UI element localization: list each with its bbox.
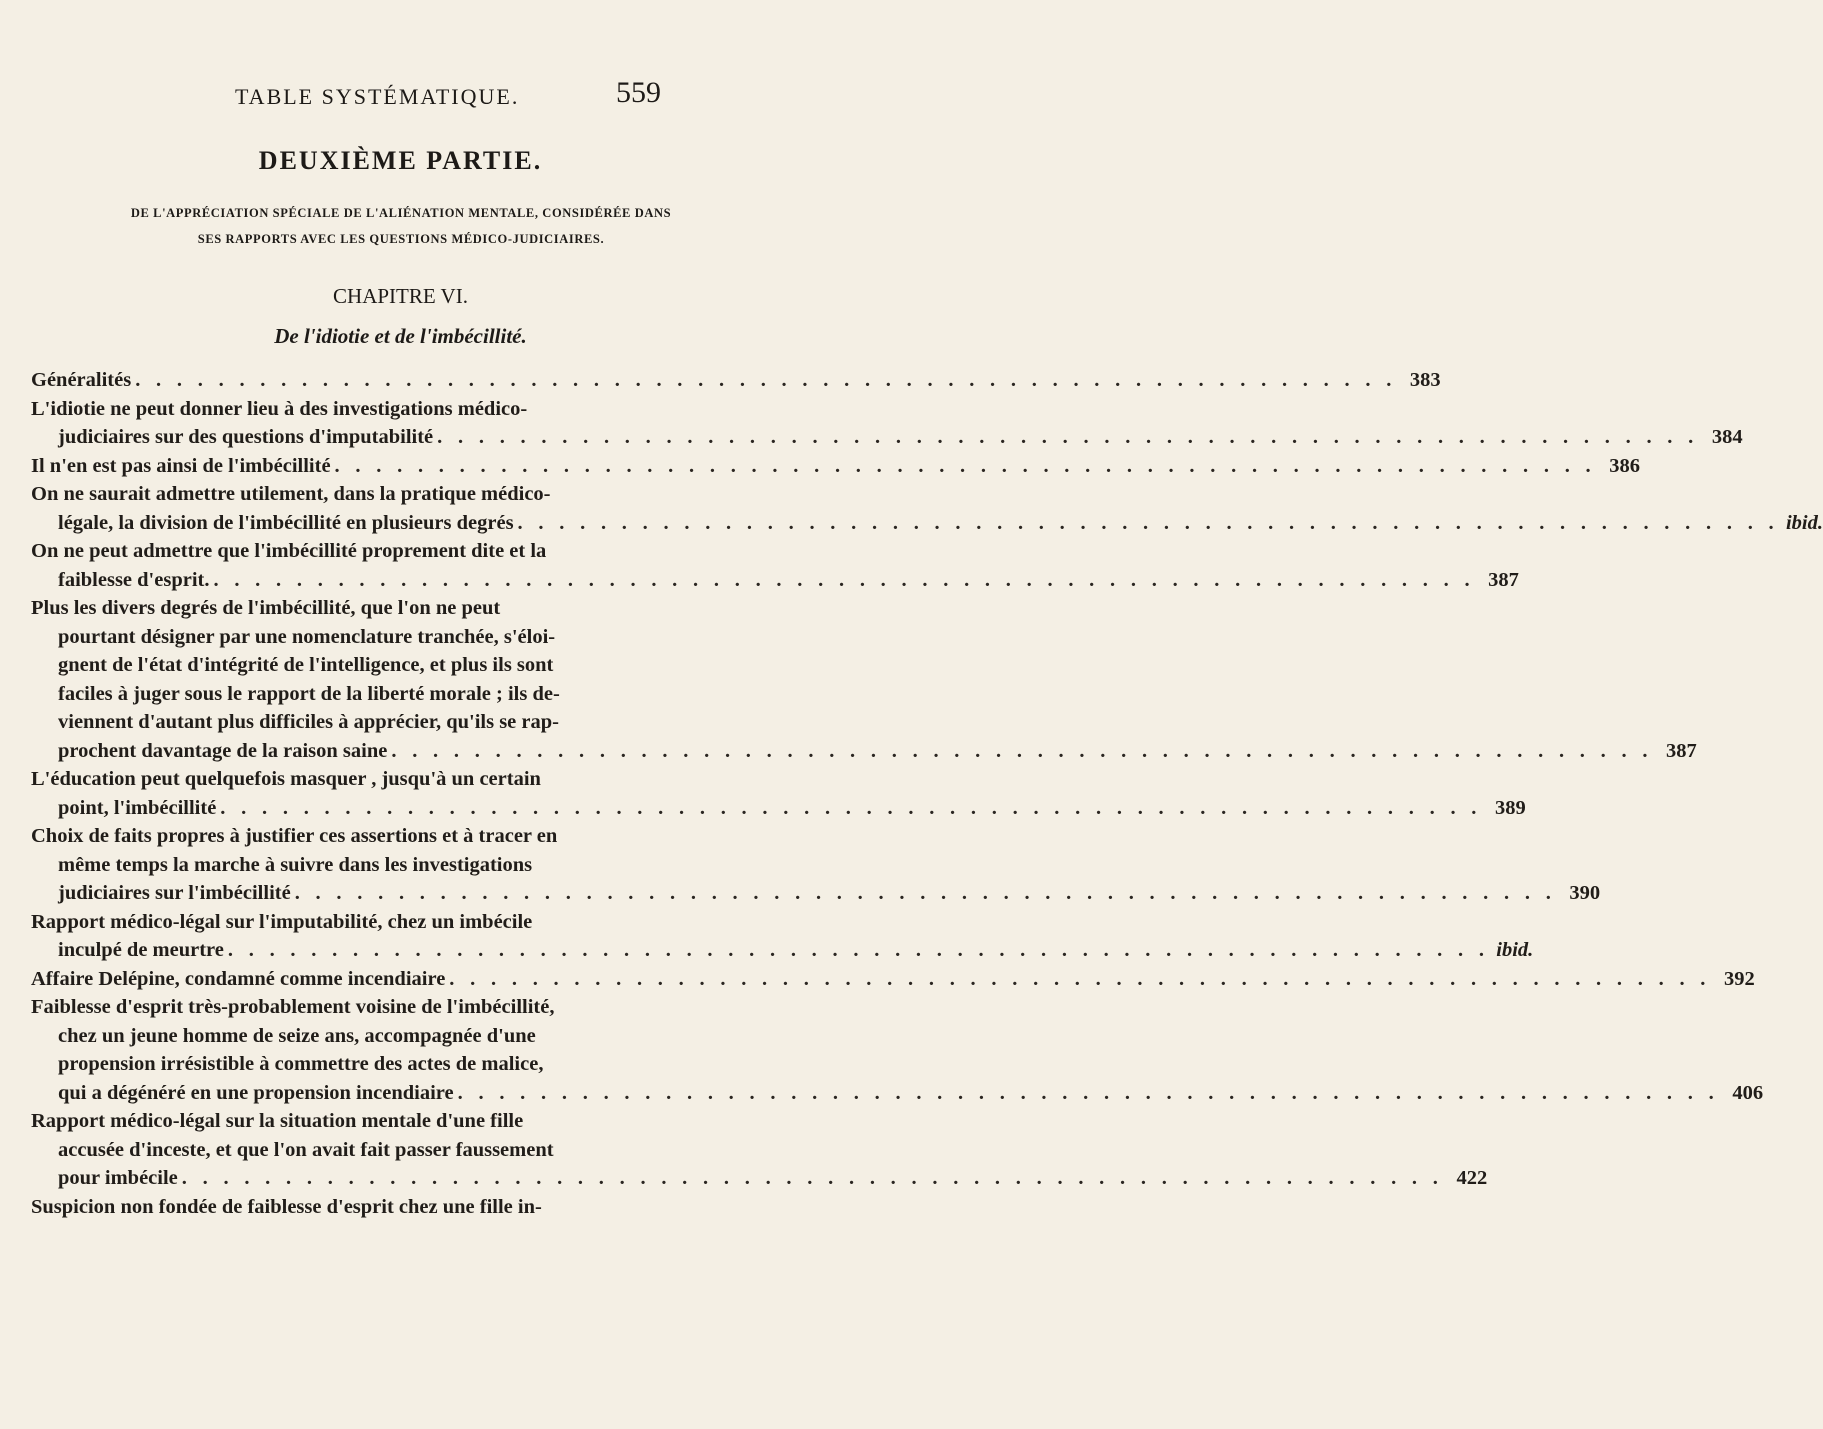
toc-entry-line xyxy=(31,965,1755,994)
toc-entry-line: Choix de faits propres à justifier ces assertions et à tracer en xyxy=(31,825,558,847)
toc-entry-text: point, l'imbécillité xyxy=(58,794,216,823)
toc-entry-line: L'éducation peut quelquefois masquer , jusqu'à un certain xyxy=(31,768,541,790)
dot-leader: . . . . . . . . . . . . . . . . . . . . . . . . . . . . . . . . . . . . . . . . . . . . . . . . . . . . . . . . . . . . . xyxy=(334,454,1596,477)
dot-leader: . . . . . . . . . . . . . . . . . . . . . . . . . . . . . . . . . . . . . . . . . . . . . . . . . . . . . . . . . . . . . xyxy=(213,568,1475,591)
toc-entry-line: Faiblesse d'esprit très-probablement voisine de l'imbécillité, xyxy=(31,996,555,1018)
toc-entry-line xyxy=(31,879,1601,908)
toc-entry-line: faciles à juger sous le rapport de la liberté morale ; ils de- xyxy=(58,682,560,705)
toc-entry-line: On ne peut admettre que l'imbécillité proprement dite et la xyxy=(31,540,547,562)
toc-entry-text: qui a dégénéré en une propension incendiaire xyxy=(58,1079,454,1108)
toc-entry-line: viennent d'autant plus difficiles à apprécier, qu'ils se rap- xyxy=(58,711,559,733)
chapter-subtitle: De l'idiotie et de l'imbécillité. xyxy=(274,324,527,348)
dot-leader: . . . . . . . . . . . . . . . . . . . . . . . . . . . . . . . . . . . . . . . . . . . . . . . . . . . . . . . . . . . . . xyxy=(517,511,1779,534)
toc-entry-text: pour imbécile xyxy=(58,1164,178,1193)
toc-entry xyxy=(31,594,1697,765)
dot-leader: . . . . . . . . . . . . . . . . . . . . . . . . . . . . . . . . . . . . . . . . . . . . . . . . . . . . . . . . . . . . . xyxy=(449,967,1711,990)
toc-entry xyxy=(31,765,1526,822)
toc-entry-text: Il n'en est pas ainsi de l'imbécillité xyxy=(31,452,331,481)
toc-entry-text: judiciaires sur des questions d'imputabilité xyxy=(58,423,433,452)
toc-entry-line: même temps la marche à suivre dans les investigations xyxy=(58,853,533,876)
toc-entry-line xyxy=(31,452,1640,481)
toc-entry-line xyxy=(31,1164,1488,1193)
toc-entry-text: Généralités xyxy=(31,366,131,395)
toc-entry-line: gnent de l'état d'intégrité de l'intelligence, et plus ils sont xyxy=(58,654,554,676)
toc-entry-line: Plus les divers degrés de l'imbécillité, que l'on ne peut xyxy=(31,597,501,619)
toc-page-ref: ibid. xyxy=(1785,511,1823,534)
dot-leader: . . . . . . . . . . . . . . . . . . . . . . . . . . . . . . . . . . . . . . . . . . . . . . . . . . . . . . . . . . . . . xyxy=(181,1167,1444,1189)
toc-entry xyxy=(31,537,1519,594)
toc-entry-line xyxy=(31,423,1743,452)
running-head: TABLE SYSTÉMATIQUE. xyxy=(235,84,520,109)
toc-entry-line: Rapport médico-légal sur la situation mentale d'une fille xyxy=(31,1110,524,1132)
toc-entry-line: On ne saurait admettre utilement, dans la pratique médico- xyxy=(31,483,551,505)
toc-entry-line: L'idiotie ne peut donner lieu à des investigations médico- xyxy=(31,397,528,420)
toc-entry-text: judiciaires sur l'imbécillité xyxy=(58,879,291,908)
toc-entry-line: propension irrésistible à commettre des actes de malice, xyxy=(58,1053,544,1075)
toc-page-ref: 387 xyxy=(1666,739,1697,762)
toc-entry-line xyxy=(31,509,1823,538)
toc-page-ref: 384 xyxy=(1711,426,1743,448)
toc-page-ref: 387 xyxy=(1488,568,1519,591)
chapter-title: CHAPITRE VI. xyxy=(333,284,468,308)
toc-entry-line xyxy=(31,936,1534,965)
toc-entry xyxy=(31,395,1743,452)
toc-entry xyxy=(31,480,1823,537)
part-subtitle-line-2: SES RAPPORTS AVEC LES QUESTIONS MÉDICO-JUDICIAIRES. xyxy=(197,232,605,246)
dot-leader: . . . . . . . . . . . . . . . . . . . . . . . . . . . . . . . . . . . . . . . . . . . . . . . . . . . . . . . . . . . . . xyxy=(457,1081,1720,1104)
dot-leader: . . . . . . . . . . . . . . . . . . . . . . . . . . . . . . . . . . . . . . . . . . . . . . . . . . . . . . . . . . . . . xyxy=(294,882,1557,904)
toc-page-ref: 406 xyxy=(1732,1081,1764,1104)
dot-leader: . . . . . . . . . . . . . . . . . . . . . . . . . . . . . . . . . . . . . . . . . . . . . . . . . . . . . . . . . . . . . xyxy=(391,739,1653,762)
toc-entry-text: prochent davantage de la raison saine xyxy=(58,737,387,766)
toc-entry-line: Suspicion non fondée de faiblesse d'esprit chez une fille in- xyxy=(31,1195,542,1218)
toc-entry-text: faiblesse d'esprit. xyxy=(58,566,209,595)
toc-entry xyxy=(31,1193,764,1222)
toc-entry xyxy=(31,366,1441,395)
toc-entry-text: inculpé de meurtre xyxy=(58,936,224,965)
toc-entry xyxy=(31,965,1755,994)
part-title: DEUXIÈME PARTIE. xyxy=(258,146,543,175)
toc-page-ref: 383 xyxy=(1409,369,1441,391)
dot-leader: . . . . . . . . . . . . . . . . . . . . . . . . . . . . . . . . . . . . . . . . . . . . . . . . . . . . . . . . . . . . . xyxy=(437,426,1699,448)
toc-entry-line: accusée d'inceste, et que l'on avait fait passer faussement xyxy=(58,1138,554,1161)
page-number: 559 xyxy=(616,76,661,109)
toc-page-ref: 392 xyxy=(1723,967,1755,990)
toc-page-ref: 390 xyxy=(1569,882,1601,904)
toc-entry-line xyxy=(31,794,1526,823)
toc-entry xyxy=(31,908,1534,965)
toc-page-ref: ibid. xyxy=(1496,939,1534,961)
toc-entry xyxy=(31,822,1601,908)
toc-entry-line xyxy=(31,1079,1764,1108)
toc-entry-line xyxy=(31,737,1697,766)
toc-entry-line: chez un jeune homme de seize ans, accompagnée d'une xyxy=(58,1024,536,1047)
toc-entry-line: pourtant désigner par une nomenclature tranchée, s'éloi- xyxy=(58,625,556,648)
dot-leader: . . . . . . . . . . . . . . . . . . . . . . . . . . . . . . . . . . . . . . . . . . . . . . . . . . . . . . . . . . . . . xyxy=(220,796,1482,819)
toc-page-ref: 389 xyxy=(1494,796,1526,819)
toc-entry xyxy=(31,1107,1488,1193)
dot-leader: . . . . . . . . . . . . . . . . . . . . . . . . . . . . . . . . . . . . . . . . . . . . . . . . . . . . . . . . . . . . . xyxy=(135,369,1397,391)
toc-entry-line xyxy=(31,366,1441,395)
toc-page-ref: 422 xyxy=(1456,1167,1488,1189)
dot-leader: . . . . . . . . . . . . . . . . . . . . . . . . . . . . . . . . . . . . . . . . . . . . . . . . . . . . . . . . . . . . . xyxy=(227,939,1490,961)
part-subtitle-line-1: DE L'APPRÉCIATION SPÉCIALE DE L'ALIÉNATION MENTALE, CONSIDÉRÉE DANS xyxy=(130,206,672,220)
toc-page-ref: 386 xyxy=(1609,454,1640,477)
toc-entry-line xyxy=(31,566,1519,595)
toc-entry-text: légale, la division de l'imbécillité en plusieurs degrés xyxy=(58,509,514,538)
table-of-contents xyxy=(31,366,1823,1221)
toc-entry-text: Affaire Delépine, condamné comme incendiaire xyxy=(31,965,445,994)
toc-entry xyxy=(31,993,1764,1107)
toc-entry-line: Rapport médico-légal sur l'imputabilité, chez un imbécile xyxy=(31,910,533,933)
toc-entry xyxy=(31,452,1640,481)
